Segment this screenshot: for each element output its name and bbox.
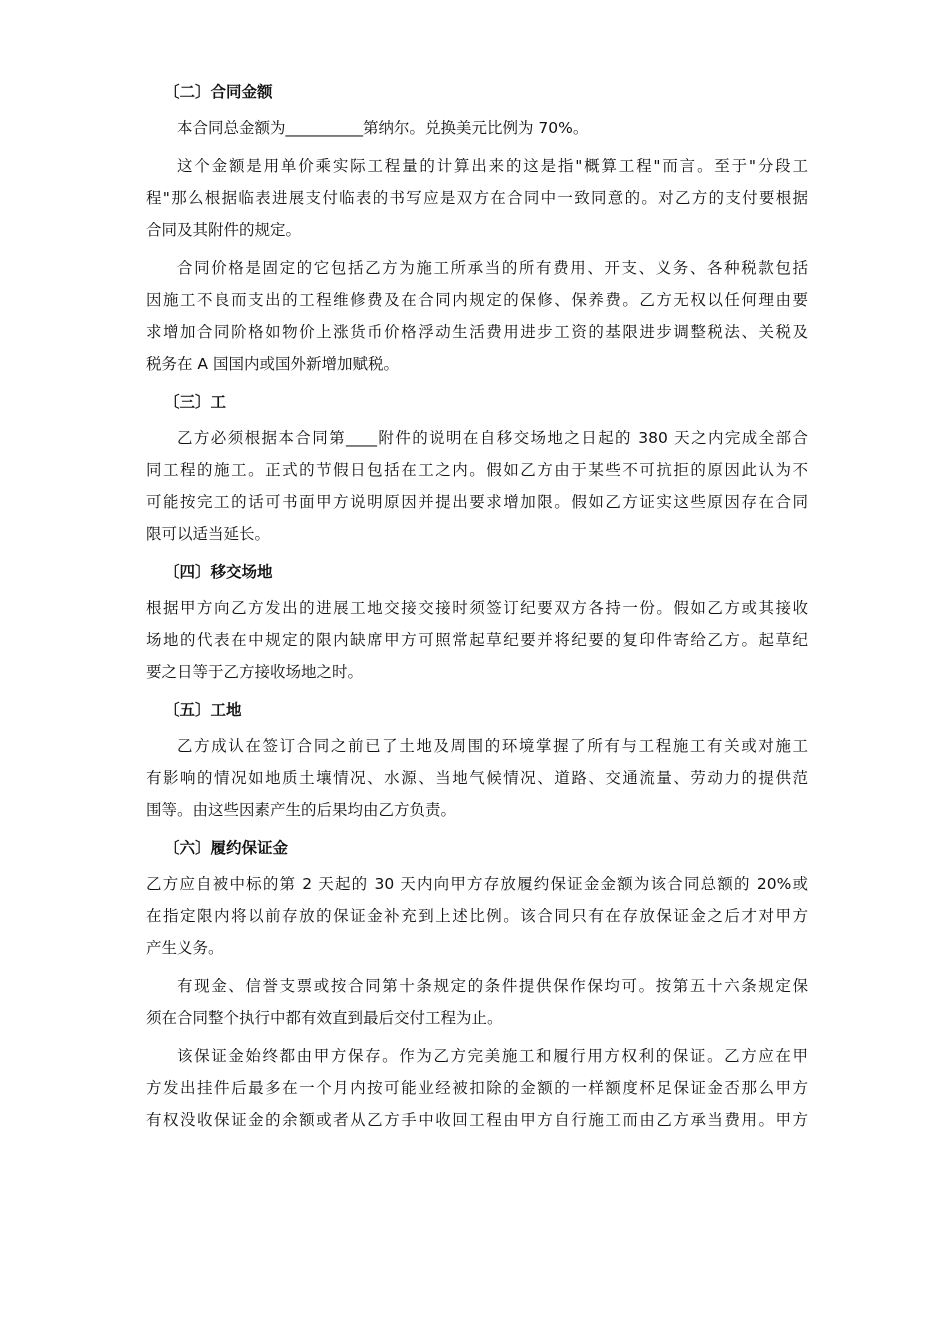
paragraph-line: 有权没收保证金的余额或者从乙方手中收回工程由甲方自行施工而由乙方承当费用。甲方 [146,1111,808,1129]
paragraph-line: 方发出挂件后最多在一个月内按可能业经被扣除的金额的一样额度杯足保证金否那么甲方 [146,1079,808,1097]
paragraph-line: 因施工不良而支出的工程维修费及在合同内规定的保修、保养费。乙方无权以任何理由要 [146,291,808,309]
paragraph-line: 限可以适当延长。 [146,525,271,543]
paragraph-line: 场地的代表在中规定的限内缺席甲方可照常起草纪要并将纪要的复印件寄给乙方。起草纪 [146,631,808,649]
section-heading-contract-amount: 〔二〕合同金额 [164,83,273,101]
paragraph-line: 围等。由这些因素产生的后果均由乙方负责。 [146,801,457,819]
paragraph-line: 要之日等于乙方接收场地之时。 [146,663,364,681]
paragraph-line: 可能按完工的话可书面甲方说明原因并提出要求增加限。假如乙方证实这些原因存在合同 [146,493,808,511]
section-heading-site: 〔五〕工地 [164,701,242,719]
paragraph-line: 同工程的施工。正式的节假日包括在工之内。假如乙方由于某些不可抗拒的原因此认为不 [146,461,808,479]
paragraph-line: 合同及其附件的规定。 [146,221,302,239]
paragraph-line: 乙方必须根据本合同第____附件的说明在自移交场地之日起的 380 天之内完成全部合 [177,429,808,447]
paragraph-line: 税务在 A 国国内或国外新增加赋税。 [146,355,399,373]
document-page [146,76,808,1136]
paragraph-line: 在指定限内将以前存放的保证金补充到上述比例。该合同只有在存放保证金之后才对甲方 [146,907,808,925]
paragraph-line: 乙方应自被中标的第 2 天起的 30 天内向甲方存放履约保证金金额为该合同总额的 20%或 [146,875,808,893]
paragraph-line: 有现金、信誉支票或按合同第十条规定的条件提供保作保均可。按第五十六条规定保 [177,977,808,995]
paragraph-line: 乙方成认在签订合同之前已了土地及周围的环境掌握了所有与工程施工有关或对施工 [177,737,808,755]
section-heading-duration: 〔三〕工 [164,393,227,411]
paragraph-line: 本合同总金额为__________第纳尔。兑换美元比例为 70%。 [177,119,589,137]
section-heading-performance-bond: 〔六〕履约保证金 [164,839,289,857]
paragraph-line: 合同价格是固定的它包括乙方为施工所承当的所有费用、开支、义务、各种税款包括 [177,259,808,277]
section-heading-site-handover: 〔四〕移交场地 [164,563,273,581]
paragraph-line: 求增加合同阶格如物价上涨货币价格浮动生活费用进步工资的基限进步调整税法、关税及 [146,323,808,341]
paragraph-line: 须在合同整个执行中都有效直到最后交付工程为止。 [146,1009,503,1027]
paragraph-line: 该保证金始终都由甲方保存。作为乙方完美施工和履行用方权利的保证。乙方应在甲 [177,1047,808,1065]
paragraph-line: 这个金额是用单价乘实际工程量的计算出来的这是指"概算工程"而言。至于"分段工 [177,157,808,175]
paragraph-line: 根据甲方向乙方发出的进展工地交接交接时须签订纪要双方各持一份。假如乙方或其接收 [146,599,808,617]
paragraph-line: 产生义务。 [146,939,224,957]
paragraph-line: 程"那么根据临表进展支付临表的书写应是双方在合同中一致同意的。对乙方的支付要根据 [146,189,808,207]
paragraph-line: 有影响的情况如地质土壤情况、水源、当地气候情况、道路、交通流量、劳动力的提供范 [146,769,808,787]
